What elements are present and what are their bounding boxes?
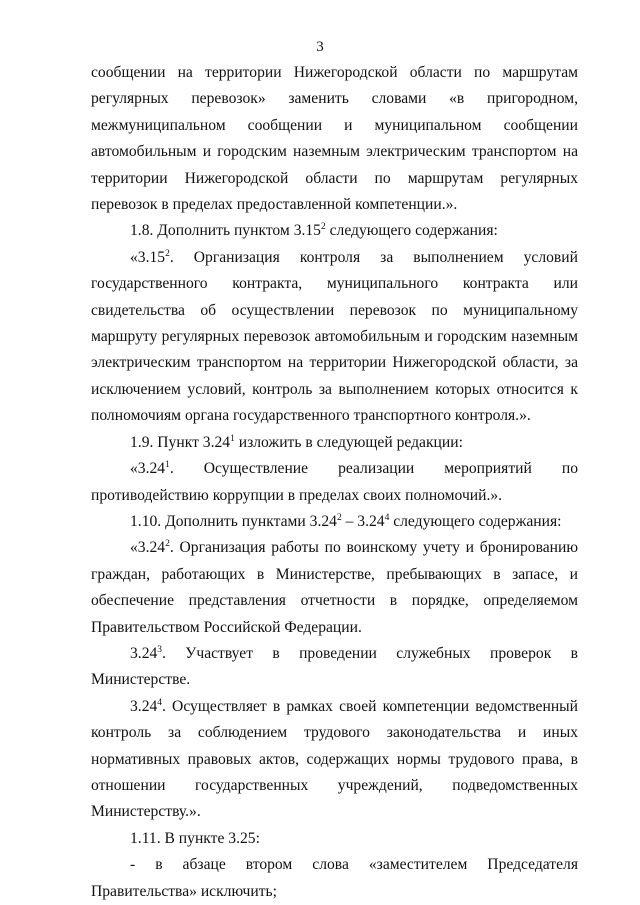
paragraph-1-11: 1.11. В пункте 3.25: xyxy=(130,829,260,847)
paragraph-continuation: сообщении на территории Нижегородской области по маршрутам регулярных перевозок» заменить словами «в пригородном, межмуниципальном сообщении и муниципальном сообщении автомобильным и городским наземным электрическим транспортом на территории Нижегородской области по маршрутам регулярных перевозок в пределах предоставленной компетенции.». xyxy=(91,64,578,214)
paragraph-item-abzac: - в абзаце втором слова «заместителем Председателя Правительства» исключить; xyxy=(91,856,578,900)
paragraph-3-15-2: «3.15$^2$. Организация контроля за выполнением условий государственного контракта, муниципального контракта или свидетельства об осуществлении перевозок по муниципальному маршруту регулярных перевозок автомобильным и городским наземным электрическим транспортом на территории Нижегородской области, за исключением условий, контроль за выполнением которых относится к полномочиям органа государственного транспортного контроля.». xyxy=(91,248,578,425)
document-body xyxy=(91,60,578,905)
paragraph-1-9: 1.9. Пункт 3.24$^1$ изложить в следующей редакции: xyxy=(130,433,463,451)
paragraph-1-8: 1.8. Дополнить пунктом 3.15$^2$ следующего содержания: xyxy=(130,222,498,240)
paragraph-3-24-1: «3.24$^1$. Осуществление реализации мероприятий по противодействию коррупции в пределах своих полномочий.». xyxy=(91,459,578,504)
paragraph-1-10: 1.10. Дополнить пунктами 3.24$^2$ – 3.24$^4$ следующего содержания: xyxy=(130,512,562,530)
paragraph-3-24-2: «3.24$^2$. Организация работы по воинскому учету и бронированию граждан, работающих в Министерстве, пребывающих в запасе, и обеспечение представления отчетности в порядке, определяемом Правительством Российской Федерации. xyxy=(91,539,578,636)
paragraph-3-24-3: 3.24$^3$. Участвует в проведении служебных проверок в Министерстве. xyxy=(91,644,578,689)
paragraph-3-24-4: 3.24$^4$. Осуществляет в рамках своей компетенции ведомственный контроль за соблюдением трудового законодательства и иных нормативных правовых актов, содержащих нормы трудового права, в отношении государственных учреждений, подведомственных Министерству.». xyxy=(91,697,578,821)
page-number: 3 xyxy=(316,39,324,55)
